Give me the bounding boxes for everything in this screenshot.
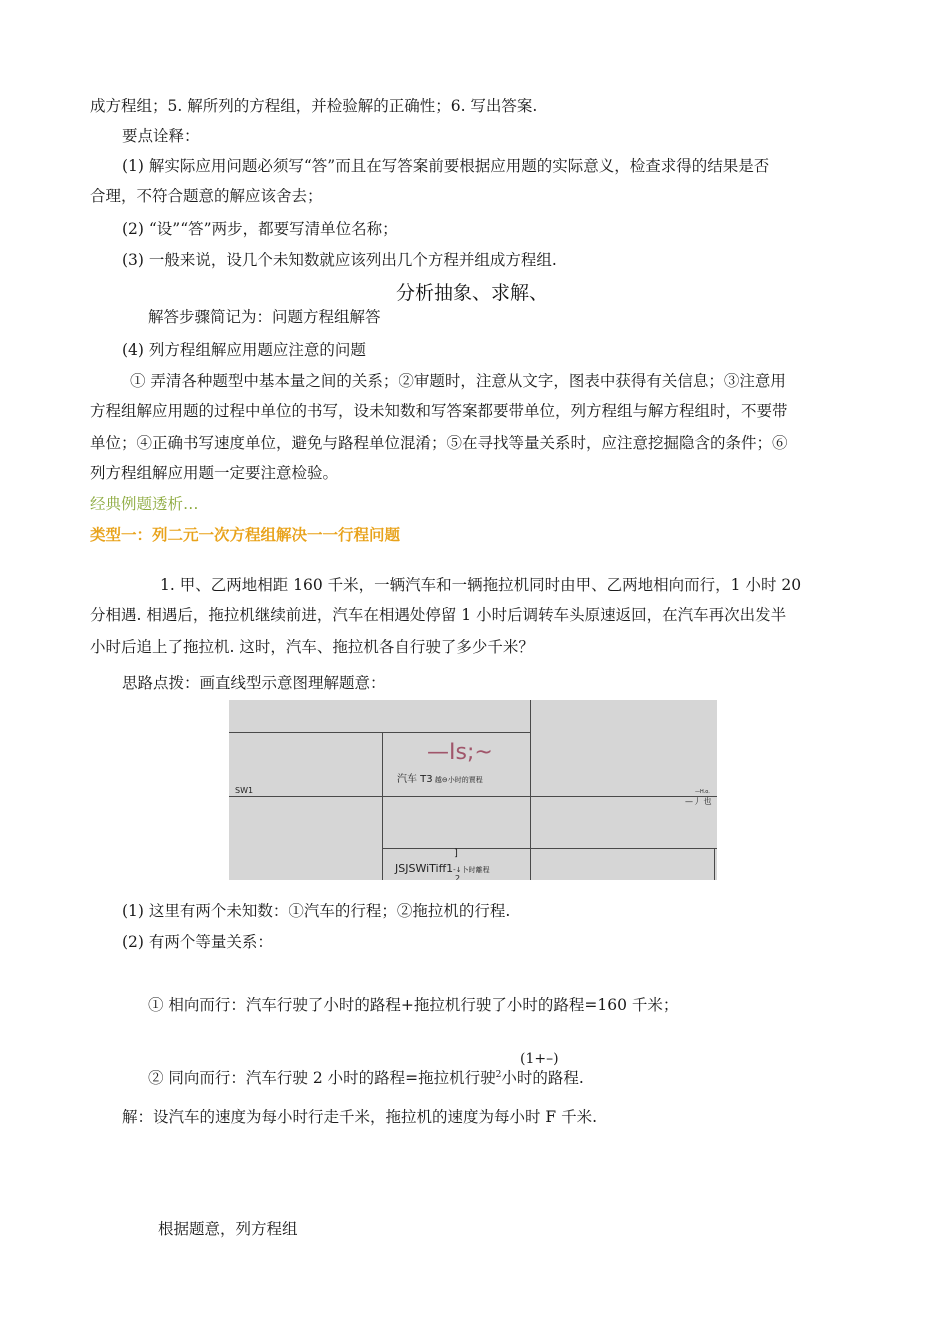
fraction-label: (1+–) <box>520 1051 559 1067</box>
text-line: 方程组解应用题的过程中单位的书写，设未知数和写答案都要带单位，列方程组与解方程组时，不要带 <box>90 402 788 420</box>
diagram-label-b: 越⊖小时的賈程 <box>432 776 483 784</box>
diagram-line <box>382 732 383 880</box>
equation-one: ① 相向而行：汽车行驶了小时的路程+拖拉机行驶了小时的路程=160 千米； <box>148 996 679 1014</box>
text-line: 解答步骤简记为：问题方程组解答 <box>148 308 381 326</box>
text-line: (1) 这里有两个未知数：①汽车的行程；②拖拉机的行程. <box>122 902 511 920</box>
section-label: 要点诠释： <box>122 127 200 145</box>
diagram-label <box>397 770 483 785</box>
diagram-big-label: —Is;~ <box>427 740 493 765</box>
problem-text: 1. 甲、乙两地相距 160 千米，一辆汽车和一辆拖拉机同时由甲、乙两地相向而行，1 小时 20 <box>160 576 802 594</box>
diagram-right-label: —丿 也 <box>685 797 712 806</box>
problem-text: 分相遇. 相遇后，拖拉机继续前进，汽车在相遇处停留 1 小时后调转车头原速返回，在汽车再次出发半 <box>90 606 787 624</box>
diagram-bottom-label <box>395 862 490 875</box>
examples-heading: 经典例题透析… <box>90 495 199 513</box>
text-line: ① 弄清各种题型中基本量之间的关系；②审题时，注意从文字，图表中获得有关信息；③注意用 <box>130 372 786 390</box>
problem-text: 小时后追上了拖拉机. 这时，汽车、拖拉机各自行驶了多少千米？ <box>90 638 534 656</box>
solution-text: 根据题意，列方程组 <box>158 1220 298 1238</box>
diagram-bottom-b: -↓卜时離程 <box>453 866 490 874</box>
diagram-bracket: ] <box>454 848 458 859</box>
type-one-heading: 类型一：列二元一次方程组解决一一行程问题 <box>90 526 401 544</box>
hint-text: 思路点拨：画直线型示意图理解题意： <box>122 674 386 692</box>
diagram-line <box>382 848 717 849</box>
equation-two-a: ② 同向而行：汽车行驶 2 小时的路程=拖拉机行驶 <box>148 1069 496 1087</box>
line-diagram <box>229 700 717 880</box>
text-line: (2) “设”“答”两步，都要写清单位名称； <box>122 220 398 238</box>
equation-two-b: 小时的路程. <box>501 1069 584 1087</box>
text-line: 列方程组解应用题一定要注意检验。 <box>90 464 339 482</box>
text-line: (1) 解实际应用问题必须写“答”而且在写答案前要根据应用题的实际意义，检查求得的结果是否 <box>122 157 770 175</box>
equation-two-sup: 2 <box>495 1070 502 1080</box>
diagram-left-label: SW1 <box>235 786 254 795</box>
diagram-line <box>714 848 715 880</box>
text-line: (3) 一般来说，设几个未知数就应该列出几个方程并组成方程组. <box>122 251 557 269</box>
text-line: 合理，不符合题意的解应该舍去； <box>90 187 323 205</box>
text-line: 成方程组；5. 解所列的方程组，并检验解的正确性；6. 写出答案. <box>90 97 538 115</box>
diagram-line <box>229 732 531 733</box>
text-line: 单位；④正确书写速度单位，避免与路程单位混淆；⑤在寻找等量关系时，应注意挖掘隐含的条件；⑥ <box>90 434 788 452</box>
diagram-bottom-a: JSJSWiTiff1 <box>395 862 454 875</box>
diagram-label-a: 汽车 T3 <box>397 774 433 785</box>
diagram-right-top: —H.o. <box>695 789 710 795</box>
solution-text: 解：设汽车的速度为每小时行走千米，拖拉机的速度为每小时 F 千米. <box>122 1108 598 1126</box>
text-line: (2) 有两个等量关系： <box>122 933 273 951</box>
text-line: (4) 列方程组解应用题应注意的问题 <box>122 341 366 359</box>
equation-two <box>148 1067 584 1092</box>
diagram-line <box>229 796 717 797</box>
diagram-line <box>530 700 531 880</box>
diagram-bottom-sub: 2 <box>455 874 461 880</box>
steps-heading: 分析抽象、求解、 <box>396 282 549 304</box>
